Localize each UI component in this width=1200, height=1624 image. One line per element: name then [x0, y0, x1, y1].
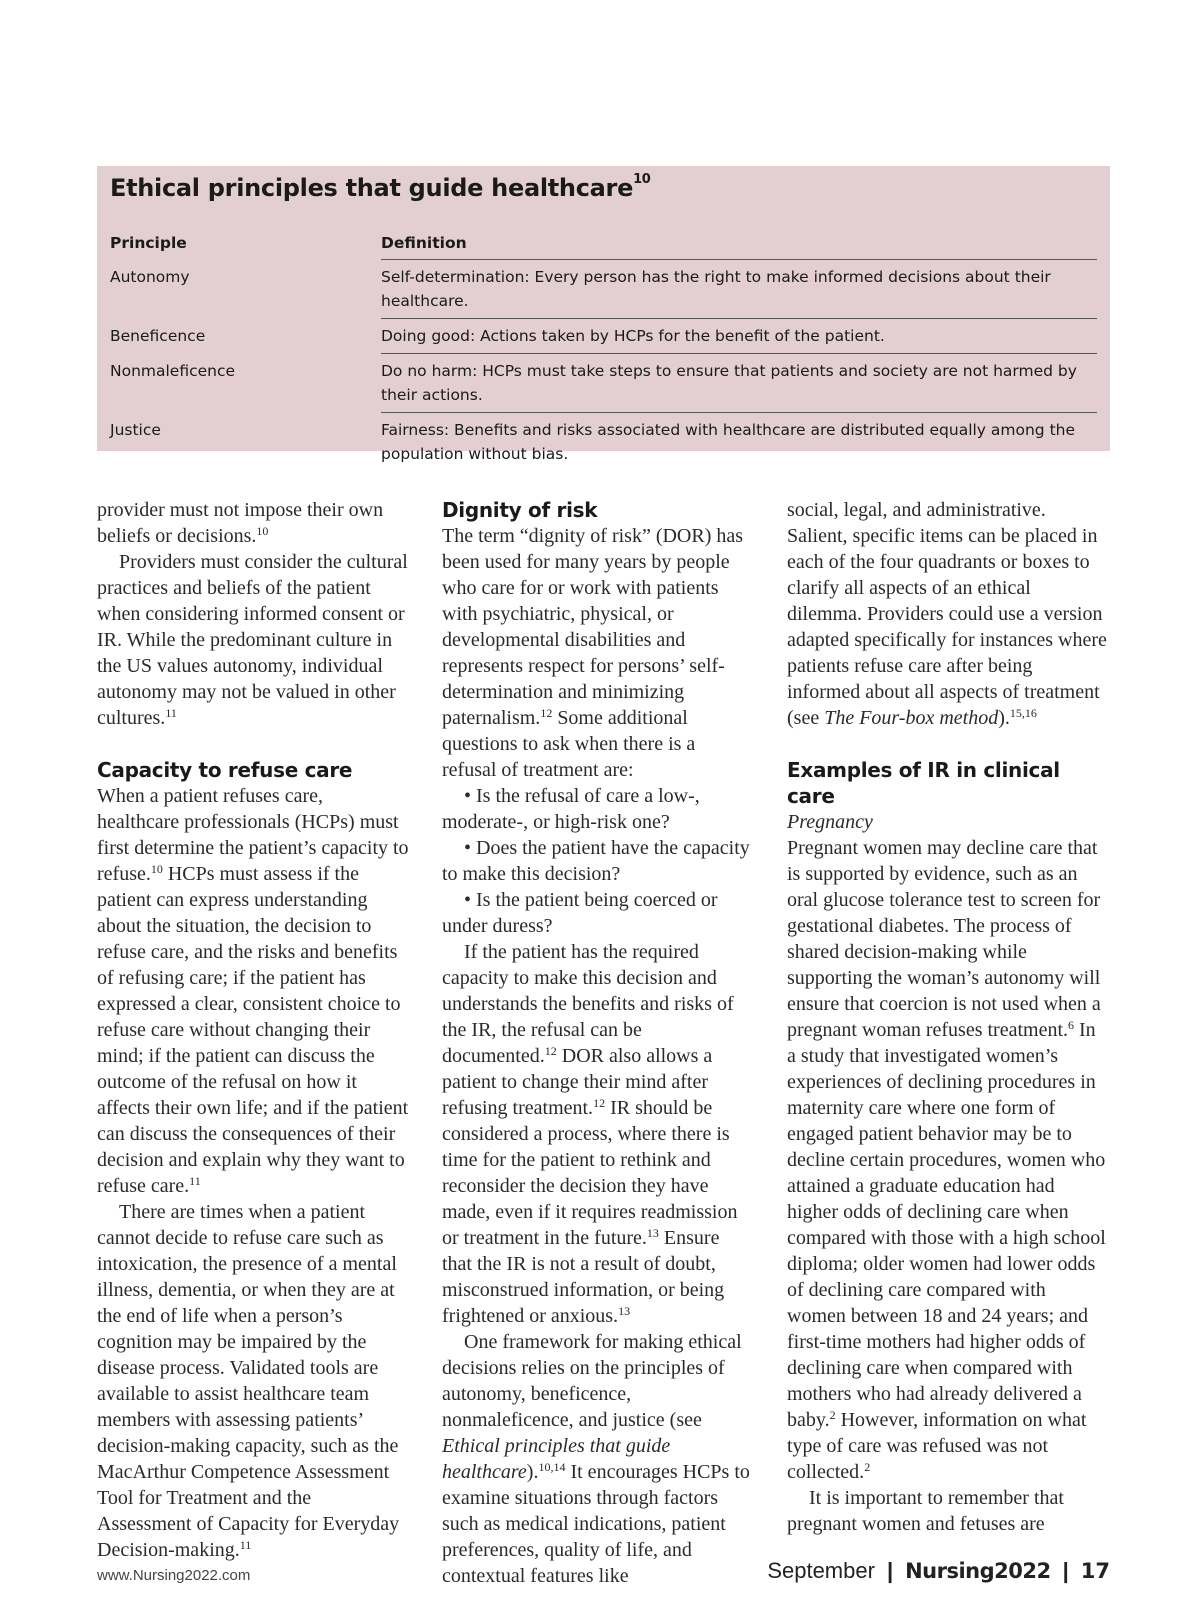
paragraph: It is important to remember that pregnant women and fetuses are — [787, 1487, 1064, 1535]
cross-reference: Ethical principles that guide healthcare — [442, 1435, 671, 1483]
paragraph: The term “dignity of risk” (DOR) has been used for many years by people who care for or work with patients with psychiatric, physical, or developmental disabilities and represents respect for persons’ self-determination and minimizing paternalism.$^{12}$ Some additional questions to ask when there is a refusal of treatment are: — [442, 525, 744, 781]
paragraph: When a patient refuses care, healthcare professionals (HCPs) must first determine the patient’s capacity to refuse.$^{10}$ HCPs must assess if the patient can express understanding about the situation, the decision to refuse care, and the risks and benefits of refusing care; if the patient has expressed a clear, consistent choice to refuse care without changing their mind; if the patient can discuss the outcome of the refusal on how it affects their own life; and if the patient can discuss the consequences of their decision and explain why they want to refuse care.$^{11}$ — [97, 785, 409, 1197]
cross-reference: The Four-box method — [824, 707, 999, 729]
subheading-pregnancy: Pregnancy — [787, 811, 873, 833]
table-row — [110, 354, 1097, 413]
footer-separator: | — [1062, 1558, 1069, 1583]
footer-month: September — [767, 1558, 875, 1583]
ethical-principles-box — [97, 166, 1110, 463]
column-3 — [787, 497, 1109, 1537]
heading-examples-of-ir: Examples of IR in clinical care — [787, 758, 1060, 808]
table-row — [110, 260, 1097, 319]
row-principle: Justice — [110, 421, 161, 439]
header-principle: Principle — [110, 234, 187, 252]
header-definition: Definition — [381, 226, 1097, 260]
paragraph: One framework for making ethical decisions relies on the principles of autonomy, beneficence, nonmaleficence, and justice (see Ethical principles that guide healthcare).$^{10,14}$ It encourages HCPs to examine situations through factors such as medical indications, patient preferences, quality of life, and contextual features like — [442, 1331, 750, 1587]
list-item: • Is the refusal of care a low-, moderate-, or high-risk one? — [442, 785, 700, 833]
paragraph: Providers must consider the cultural practices and beliefs of the patient when considering informed consent or IR. While the predominant culture in the US values autonomy, individual autonomy may not be valued in other cultures.$^{11}$ — [97, 551, 408, 729]
row-definition: Fairness: Benefits and risks associated with healthcare are distributed equally among the population without bias. — [381, 421, 1076, 463]
heading-capacity-to-refuse-care: Capacity to refuse care — [97, 758, 353, 782]
footer-separator: | — [886, 1558, 894, 1583]
paragraph: social, legal, and administrative. Salient, specific items can be placed in each of the four quadrants or boxes to clarify all aspects of an ethical dilemma. Providers could use a version adapted specifically for instances where patients refuse care after being informed about all aspects of treatment (see The Four-box method).$^{15,16}$ — [787, 499, 1107, 729]
magazine-name: Nursing2022 — [905, 1559, 1051, 1583]
row-principle: Autonomy — [110, 268, 190, 286]
row-definition: Doing good: Actions taken by HCPs for the benefit of the patient. — [381, 319, 1097, 354]
list-item: • Is the patient being coerced or under duress? — [442, 889, 718, 937]
row-principle: Nonmaleficence — [110, 362, 236, 380]
table-row — [110, 413, 1097, 471]
principles-table — [110, 226, 1097, 471]
box-title: Ethical principles that guide healthcare$^{10}$ — [110, 172, 651, 202]
column-2 — [442, 497, 754, 1589]
heading-dignity-of-risk: Dignity of risk — [442, 498, 598, 522]
row-definition: Self-determination: Every person has the right to make informed decisions about their healthcare. — [381, 260, 1097, 319]
footer-url: www.Nursing2022.com — [97, 1567, 251, 1584]
page-footer — [767, 1558, 1110, 1584]
row-principle: Beneficence — [110, 327, 206, 345]
row-definition: Do no harm: HCPs must take steps to ensure that patients and society are not harmed by their actions. — [381, 354, 1097, 413]
column-1 — [97, 497, 409, 1563]
table-header — [110, 226, 1097, 260]
list-item: • Does the patient have the capacity to make this decision? — [442, 837, 750, 885]
paragraph: Pregnant women may decline care that is supported by evidence, such as an oral glucose tolerance test to screen for gestational diabetes. The process of shared decision-making while supporting the woman’s autonomy will ensure that coercion is not used when a pregnant woman refuses treatment.$^6$ In a study that investigated women’s experiences of declining procedures in maternity care where one form of engaged patient behavior may be to decline certain procedures, women who attained a graduate education had higher odds of declining care when compared with those with a high school diploma; older women had lower odds of declining care compared with women between 18 and 24 years; and first-time mothers had higher odds of declining care when compared with mothers who had already delivered a baby.$^2$ However, information on what type of care was refused was not collected.$^2$ — [787, 837, 1106, 1483]
page-number: 17 — [1080, 1559, 1110, 1583]
paragraph: provider must not impose their own beliefs or decisions.$^{10}$ — [97, 499, 384, 547]
table-row — [110, 319, 1097, 354]
paragraph: If the patient has the required capacity to make this decision and understands the benefits and risks of the IR, the refusal can be documented.$^{12}$ DOR also allows a patient to change their mind after refusing treatment.$^{12}$ IR should be considered a process, where there is time for the patient to rethink and reconsider the decision they have made, even if it requires readmission or treatment in the future.$^{13}$ Ensure that the IR is not a result of doubt, misconstrued information, or being frightened or anxious.$^{13}$ — [442, 941, 738, 1327]
paragraph: There are times when a patient cannot decide to refuse care such as intoxication, the presence of a mental illness, dementia, or when they are at the end of life when a person’s cognition may be impaired by the disease process. Validated tools are available to assist healthcare team members with assessing patients’ decision-making capacity, such as the MacArthur Competence Assessment Tool for Treatment and the Assessment of Capacity for Everyday Decision-making.$^{11}$ — [97, 1201, 400, 1561]
